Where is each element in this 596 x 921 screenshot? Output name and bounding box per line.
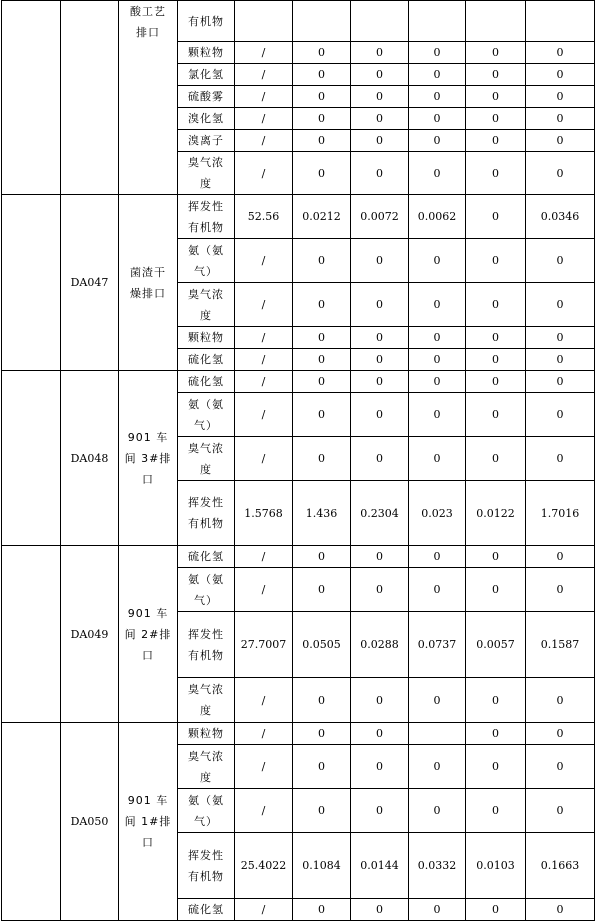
value-cell: / <box>235 283 293 327</box>
value-cell: 0 <box>351 108 409 130</box>
pollutant-name: 挥发性 有机物 <box>178 612 235 678</box>
value-cell: 0 <box>526 349 595 371</box>
value-cell <box>409 723 466 745</box>
value-cell: 0.1587 <box>526 612 595 678</box>
pollutant-name: 氨（氨 气） <box>178 789 235 833</box>
value-cell: 0 <box>409 568 466 612</box>
value-cell: 0 <box>526 899 595 921</box>
outlet-id: DA049 <box>61 546 119 723</box>
value-cell: 0 <box>293 745 351 789</box>
value-cell: 0 <box>351 723 409 745</box>
value-cell: / <box>235 327 293 349</box>
value-cell <box>526 1 595 42</box>
value-cell: 0 <box>293 789 351 833</box>
value-cell: 0 <box>466 327 526 349</box>
value-cell <box>466 1 526 42</box>
outlet-name: 菌渣干 燥排口 <box>119 195 178 371</box>
value-cell: / <box>235 678 293 723</box>
value-cell: 0 <box>409 152 466 195</box>
blank-cell <box>2 1 61 195</box>
value-cell: 0 <box>293 371 351 393</box>
value-cell: 0.0332 <box>409 833 466 899</box>
value-cell: 0 <box>466 723 526 745</box>
value-cell: / <box>235 789 293 833</box>
value-cell: 52.56 <box>235 195 293 239</box>
value-cell: 0.1663 <box>526 833 595 899</box>
pollutant-name: 氨（氨 气） <box>178 568 235 612</box>
value-cell: 0 <box>351 42 409 64</box>
pollutant-name: 溴离子 <box>178 130 235 152</box>
pollutant-name: 挥发性 有机物 <box>178 481 235 546</box>
value-cell: 0 <box>409 86 466 108</box>
value-cell <box>235 1 293 42</box>
pollutant-name: 臭气浓 度 <box>178 437 235 481</box>
outlet-id: DA047 <box>61 195 119 371</box>
value-cell: 0 <box>409 64 466 86</box>
value-cell: 0 <box>409 393 466 437</box>
table-row <box>2 723 595 745</box>
value-cell: 0 <box>293 349 351 371</box>
pollutant-name: 臭气浓 度 <box>178 283 235 327</box>
value-cell: / <box>235 723 293 745</box>
value-cell: 0 <box>526 745 595 789</box>
pollutant-name: 氯化氢 <box>178 64 235 86</box>
value-cell: 0.0103 <box>466 833 526 899</box>
pollutant-name: 颗粒物 <box>178 42 235 64</box>
value-cell: 0 <box>526 64 595 86</box>
value-cell: / <box>235 437 293 481</box>
value-cell: 0 <box>293 42 351 64</box>
value-cell: 0 <box>526 568 595 612</box>
value-cell: 0 <box>293 437 351 481</box>
value-cell: 0 <box>466 152 526 195</box>
value-cell: 0.0122 <box>466 481 526 546</box>
value-cell: 0 <box>351 239 409 283</box>
value-cell: 0 <box>526 283 595 327</box>
emissions-table-body <box>2 1 595 921</box>
value-cell: 0 <box>526 678 595 723</box>
value-cell: 0 <box>409 327 466 349</box>
pollutant-name: 有机物 <box>178 1 235 42</box>
value-cell: / <box>235 152 293 195</box>
value-cell: 0.0144 <box>351 833 409 899</box>
value-cell: 0 <box>409 283 466 327</box>
value-cell: 0 <box>409 349 466 371</box>
value-cell <box>351 1 409 42</box>
value-cell: 0 <box>351 678 409 723</box>
value-cell: 0 <box>293 283 351 327</box>
value-cell <box>293 1 351 42</box>
value-cell: 0 <box>409 239 466 283</box>
value-cell: 0.023 <box>409 481 466 546</box>
value-cell: 0.0288 <box>351 612 409 678</box>
pollutant-name: 硫化氢 <box>178 349 235 371</box>
value-cell: 0 <box>351 899 409 921</box>
value-cell: 0 <box>526 239 595 283</box>
value-cell: 0 <box>351 437 409 481</box>
pollutant-name: 挥发性 有机物 <box>178 833 235 899</box>
pollutant-name: 硫化氢 <box>178 371 235 393</box>
value-cell: 0 <box>351 745 409 789</box>
value-cell: 0 <box>466 678 526 723</box>
pollutant-name: 氨（氨 气） <box>178 239 235 283</box>
value-cell: 0 <box>351 568 409 612</box>
value-cell: 0 <box>293 546 351 568</box>
outlet-name: 901 车 间 1#排 口 <box>119 723 178 921</box>
value-cell: 0 <box>466 108 526 130</box>
value-cell: 0.0062 <box>409 195 466 239</box>
pollutant-name: 颗粒物 <box>178 723 235 745</box>
pollutant-name: 溴化氢 <box>178 108 235 130</box>
value-cell: 1.7016 <box>526 481 595 546</box>
value-cell: 0 <box>466 239 526 283</box>
value-cell: 0 <box>409 546 466 568</box>
value-cell: 0 <box>409 371 466 393</box>
value-cell: 0 <box>293 64 351 86</box>
value-cell <box>409 1 466 42</box>
value-cell: / <box>235 239 293 283</box>
value-cell: 0 <box>351 86 409 108</box>
value-cell: 0 <box>526 393 595 437</box>
value-cell: / <box>235 108 293 130</box>
value-cell: 0 <box>526 42 595 64</box>
value-cell: 0.0505 <box>293 612 351 678</box>
value-cell: 0 <box>466 349 526 371</box>
value-cell: 0 <box>351 546 409 568</box>
value-cell: 0 <box>293 393 351 437</box>
value-cell: 0 <box>526 437 595 481</box>
pollutant-name: 挥发性 有机物 <box>178 195 235 239</box>
blank-cell <box>2 723 61 921</box>
value-cell: 0 <box>293 899 351 921</box>
value-cell: 0 <box>526 371 595 393</box>
value-cell: 0 <box>466 42 526 64</box>
value-cell: 0 <box>409 789 466 833</box>
outlet-name: 901 车 间 2#排 口 <box>119 546 178 723</box>
value-cell: 0.0346 <box>526 195 595 239</box>
value-cell: 0 <box>293 130 351 152</box>
value-cell: 0 <box>466 899 526 921</box>
value-cell: 0.1084 <box>293 833 351 899</box>
value-cell: 0 <box>466 371 526 393</box>
value-cell: 0 <box>526 723 595 745</box>
value-cell: 0 <box>293 86 351 108</box>
value-cell: 0 <box>351 789 409 833</box>
value-cell: 25.4022 <box>235 833 293 899</box>
value-cell: 0 <box>526 327 595 349</box>
value-cell: 0 <box>409 745 466 789</box>
value-cell: 0.0212 <box>293 195 351 239</box>
value-cell: 0 <box>466 568 526 612</box>
outlet-id: DA048 <box>61 371 119 546</box>
value-cell: / <box>235 546 293 568</box>
pollutant-name: 硫化氢 <box>178 546 235 568</box>
value-cell: 0 <box>293 327 351 349</box>
value-cell: / <box>235 86 293 108</box>
value-cell: 0 <box>526 789 595 833</box>
value-cell: 0 <box>466 283 526 327</box>
blank-cell <box>2 371 61 546</box>
value-cell: 0 <box>526 152 595 195</box>
value-cell: 0 <box>409 130 466 152</box>
value-cell: 0.0737 <box>409 612 466 678</box>
emissions-table <box>1 0 595 921</box>
value-cell: 0 <box>293 678 351 723</box>
value-cell: 0 <box>466 64 526 86</box>
value-cell: 1.436 <box>293 481 351 546</box>
value-cell: / <box>235 899 293 921</box>
value-cell: / <box>235 371 293 393</box>
value-cell: 0 <box>351 152 409 195</box>
value-cell: 0 <box>351 283 409 327</box>
value-cell: 0 <box>351 349 409 371</box>
pollutant-name: 臭气浓 度 <box>178 678 235 723</box>
value-cell: 0 <box>466 546 526 568</box>
value-cell: 0 <box>293 723 351 745</box>
value-cell: 0 <box>351 327 409 349</box>
value-cell: / <box>235 745 293 789</box>
value-cell: / <box>235 64 293 86</box>
value-cell: 0 <box>351 393 409 437</box>
value-cell: 0 <box>526 86 595 108</box>
value-cell: 0 <box>293 568 351 612</box>
value-cell: 0 <box>466 745 526 789</box>
pollutant-name: 臭气浓 度 <box>178 745 235 789</box>
value-cell: 1.5768 <box>235 481 293 546</box>
blank-cell <box>2 195 61 371</box>
blank-cell <box>2 546 61 723</box>
value-cell: 0 <box>409 42 466 64</box>
value-cell: 0.0072 <box>351 195 409 239</box>
value-cell: 27.7007 <box>235 612 293 678</box>
value-cell: 0 <box>526 546 595 568</box>
pollutant-name: 氨（氨 气） <box>178 393 235 437</box>
value-cell: 0.2304 <box>351 481 409 546</box>
table-row <box>2 371 595 393</box>
value-cell: / <box>235 393 293 437</box>
value-cell: 0 <box>466 195 526 239</box>
value-cell: 0 <box>466 393 526 437</box>
value-cell: 0 <box>466 437 526 481</box>
value-cell: 0 <box>466 86 526 108</box>
outlet-name: 901 车 间 3#排 口 <box>119 371 178 546</box>
value-cell: 0 <box>351 64 409 86</box>
outlet-name: 酸工艺 排口 <box>119 1 178 195</box>
value-cell: / <box>235 42 293 64</box>
value-cell: 0 <box>351 130 409 152</box>
value-cell: 0 <box>409 899 466 921</box>
value-cell: / <box>235 349 293 371</box>
value-cell: 0 <box>293 239 351 283</box>
pollutant-name: 颗粒物 <box>178 327 235 349</box>
value-cell: 0 <box>466 789 526 833</box>
outlet-id: DA050 <box>61 723 119 921</box>
value-cell: 0 <box>466 130 526 152</box>
pollutant-name: 臭气浓 度 <box>178 152 235 195</box>
value-cell: 0 <box>409 437 466 481</box>
table-row <box>2 546 595 568</box>
pollutant-name: 硫酸雾 <box>178 86 235 108</box>
value-cell: / <box>235 568 293 612</box>
value-cell: 0 <box>409 108 466 130</box>
value-cell: 0 <box>293 108 351 130</box>
value-cell: / <box>235 130 293 152</box>
outlet-id <box>61 1 119 195</box>
table-row <box>2 1 595 42</box>
value-cell: 0.0057 <box>466 612 526 678</box>
value-cell: 0 <box>526 130 595 152</box>
value-cell: 0 <box>351 371 409 393</box>
value-cell: 0 <box>409 678 466 723</box>
table-row <box>2 195 595 239</box>
value-cell: 0 <box>293 152 351 195</box>
pollutant-name: 硫化氢 <box>178 899 235 921</box>
value-cell: 0 <box>526 108 595 130</box>
